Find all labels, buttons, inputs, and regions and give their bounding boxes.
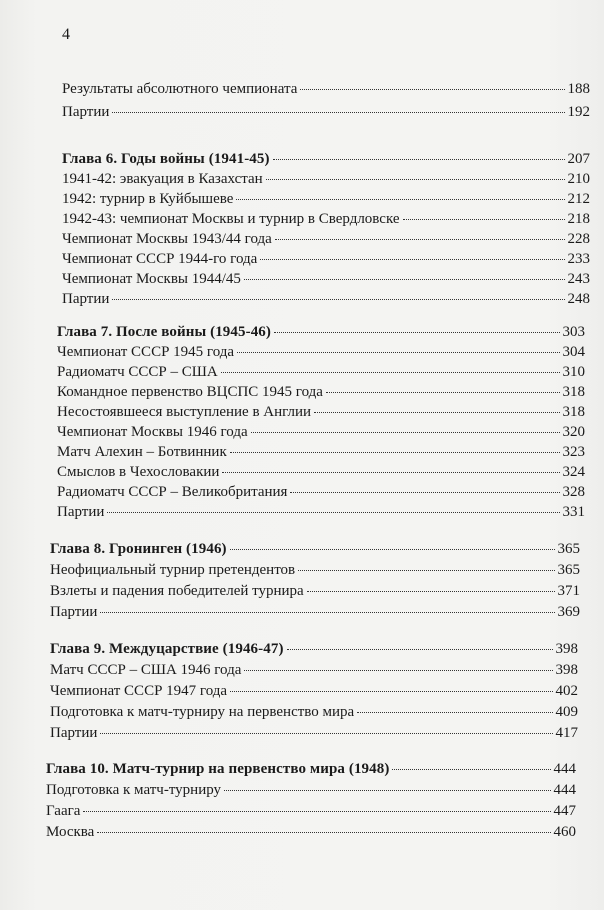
dot-leader: [290, 491, 559, 493]
entry-title: Гаага: [46, 803, 81, 819]
chapter-title: Глава 8. Гронинген (1946): [50, 541, 227, 557]
toc-entry: [57, 423, 585, 441]
toc-entry: [62, 250, 590, 268]
page-reference: 207: [567, 151, 590, 167]
toc-entry: [62, 270, 590, 288]
page-reference: 248: [567, 291, 590, 307]
entry-title: Чемпионат СССР 1947 года: [50, 683, 228, 699]
entry-title: 1942-43: чемпионат Москвы и турнир в Свердловске: [62, 211, 400, 227]
dot-leader: [357, 711, 552, 713]
toc-entry: [50, 561, 580, 579]
page-reference: 192: [567, 104, 590, 120]
entry-title: Несостоявшееся выступление в Англии: [57, 404, 312, 420]
toc-entry: [62, 103, 590, 121]
chapter-title: Глава 9. Междуцарствие (1946-47): [50, 641, 284, 657]
dot-leader: [97, 831, 550, 833]
page-reference: 365: [557, 562, 580, 578]
toc-entry: [57, 463, 585, 481]
toc-entry: [57, 363, 585, 381]
page-reference: 402: [555, 683, 578, 699]
toc-entry: [57, 443, 585, 461]
entry-title: Смыслов в Чехословакии: [57, 464, 220, 480]
dot-leader: [100, 732, 552, 734]
entry-title: Партии: [62, 291, 110, 307]
entry-title: Чемпионат СССР 1945 года: [57, 344, 235, 360]
toc-entry: [62, 210, 590, 228]
dot-leader: [107, 511, 559, 513]
page-reference: 409: [555, 704, 578, 720]
toc-entry: [57, 403, 585, 421]
entry-title: Командное первенство ВЦСПС 1945 года: [57, 384, 323, 400]
page-reference: 212: [567, 191, 590, 207]
toc-entry: [50, 603, 580, 621]
dot-leader: [244, 669, 552, 671]
dot-leader: [274, 331, 560, 333]
chapter-heading: [50, 540, 580, 558]
page-reference: 447: [553, 803, 576, 819]
page-reference: 331: [562, 504, 585, 520]
page-reference: 323: [562, 444, 585, 460]
entry-title: Радиоматч СССР – США: [57, 364, 218, 380]
chapter-title: Глава 7. После войны (1945-46): [57, 324, 271, 340]
dot-leader: [83, 810, 550, 812]
page-reference: 310: [562, 364, 585, 380]
dot-leader: [230, 451, 560, 453]
toc-entry: [62, 170, 590, 188]
entry-title: Матч СССР – США 1946 года: [50, 662, 242, 678]
dot-leader: [266, 178, 565, 180]
entry-title: Чемпионат СССР 1944-го года: [62, 251, 258, 267]
entry-title: Партии: [50, 604, 98, 620]
dot-leader: [224, 789, 550, 791]
page-reference: 460: [553, 824, 576, 840]
toc-entry: [57, 383, 585, 401]
toc-entry: [62, 230, 590, 248]
chapter-title: Глава 6. Годы войны (1941-45): [62, 151, 270, 167]
chapter-title: Глава 10. Матч-турнир на первенство мира (1948): [46, 761, 390, 777]
dot-leader: [307, 590, 555, 592]
toc-entry: [46, 823, 576, 841]
page-reference: 320: [562, 424, 585, 440]
entry-title: 1942: турнир в Куйбышеве: [62, 191, 234, 207]
page-reference: 371: [557, 583, 580, 599]
dot-leader: [222, 471, 559, 473]
entry-title: Подготовка к матч-турниру на первенство мира: [50, 704, 355, 720]
toc-entry: [62, 290, 590, 308]
toc-entry: [62, 80, 590, 98]
chapter-heading: [57, 323, 585, 341]
entry-title: Партии: [57, 504, 105, 520]
toc-entry: [57, 483, 585, 501]
toc-entry: [50, 582, 580, 600]
dot-leader: [314, 411, 559, 413]
toc-entry: [50, 703, 578, 721]
dot-leader: [112, 111, 564, 113]
entry-title: 1941-42: эвакуация в Казахстан: [62, 171, 263, 187]
dot-leader: [275, 238, 565, 240]
entry-title: Радиоматч СССР – Великобритания: [57, 484, 288, 500]
chapter-heading: [50, 640, 578, 658]
page-reference: 398: [555, 641, 578, 657]
page-reference: 318: [562, 404, 585, 420]
dot-leader: [392, 768, 550, 770]
page-reference: 417: [555, 725, 578, 741]
page-reference: 318: [562, 384, 585, 400]
page-reference: 444: [553, 761, 576, 777]
page-reference: 365: [557, 541, 580, 557]
dot-leader: [236, 198, 564, 200]
page-reference: 304: [562, 344, 585, 360]
dot-leader: [273, 158, 565, 160]
dot-leader: [230, 548, 555, 550]
toc-entry: [46, 781, 576, 799]
toc-entry: [50, 661, 578, 679]
dot-leader: [260, 258, 564, 260]
page-reference: 303: [562, 324, 585, 340]
dot-leader: [100, 611, 554, 613]
dot-leader: [221, 371, 560, 373]
dot-leader: [287, 648, 553, 650]
entry-title: Чемпионат Москвы 1946 года: [57, 424, 248, 440]
entry-title: Подготовка к матч-турниру: [46, 782, 222, 798]
toc-entry: [50, 724, 578, 742]
toc-entry: [46, 802, 576, 820]
page-reference: 210: [567, 171, 590, 187]
page-reference: 398: [555, 662, 578, 678]
page-reference: 444: [553, 782, 576, 798]
entry-title: Чемпионат Москвы 1944/45: [62, 271, 241, 287]
entry-title: Матч Алехин – Ботвинник: [57, 444, 227, 460]
dot-leader: [251, 431, 560, 433]
entry-title: Результаты абсолютного чемпионата: [62, 81, 298, 97]
entry-title: Взлеты и падения победителей турнира: [50, 583, 304, 599]
page-reference: 369: [557, 604, 580, 620]
page-reference: 228: [567, 231, 590, 247]
chapter-heading: [62, 150, 590, 168]
dot-leader: [237, 351, 559, 353]
page-number: 4: [62, 26, 70, 43]
page-reference: 218: [567, 211, 590, 227]
page-reference: 233: [567, 251, 590, 267]
toc-entry: [50, 682, 578, 700]
page-reference: 188: [567, 81, 590, 97]
dot-leader: [112, 298, 564, 300]
toc-entry: [57, 503, 585, 521]
dot-leader: [244, 278, 565, 280]
entry-title: Москва: [46, 824, 95, 840]
dot-leader: [230, 690, 552, 692]
dot-leader: [300, 88, 564, 90]
dot-leader: [326, 391, 560, 393]
page-reference: 328: [562, 484, 585, 500]
chapter-heading: [46, 760, 576, 778]
entry-title: Неофициальный турнир претендентов: [50, 562, 296, 578]
page-reference: 243: [567, 271, 590, 287]
page-reference: 324: [562, 464, 585, 480]
toc-entry: [62, 190, 590, 208]
entry-title: Партии: [62, 104, 110, 120]
dot-leader: [298, 569, 554, 571]
entry-title: Чемпионат Москвы 1943/44 года: [62, 231, 272, 247]
entry-title: Партии: [50, 725, 98, 741]
dot-leader: [403, 218, 565, 220]
toc-entry: [57, 343, 585, 361]
